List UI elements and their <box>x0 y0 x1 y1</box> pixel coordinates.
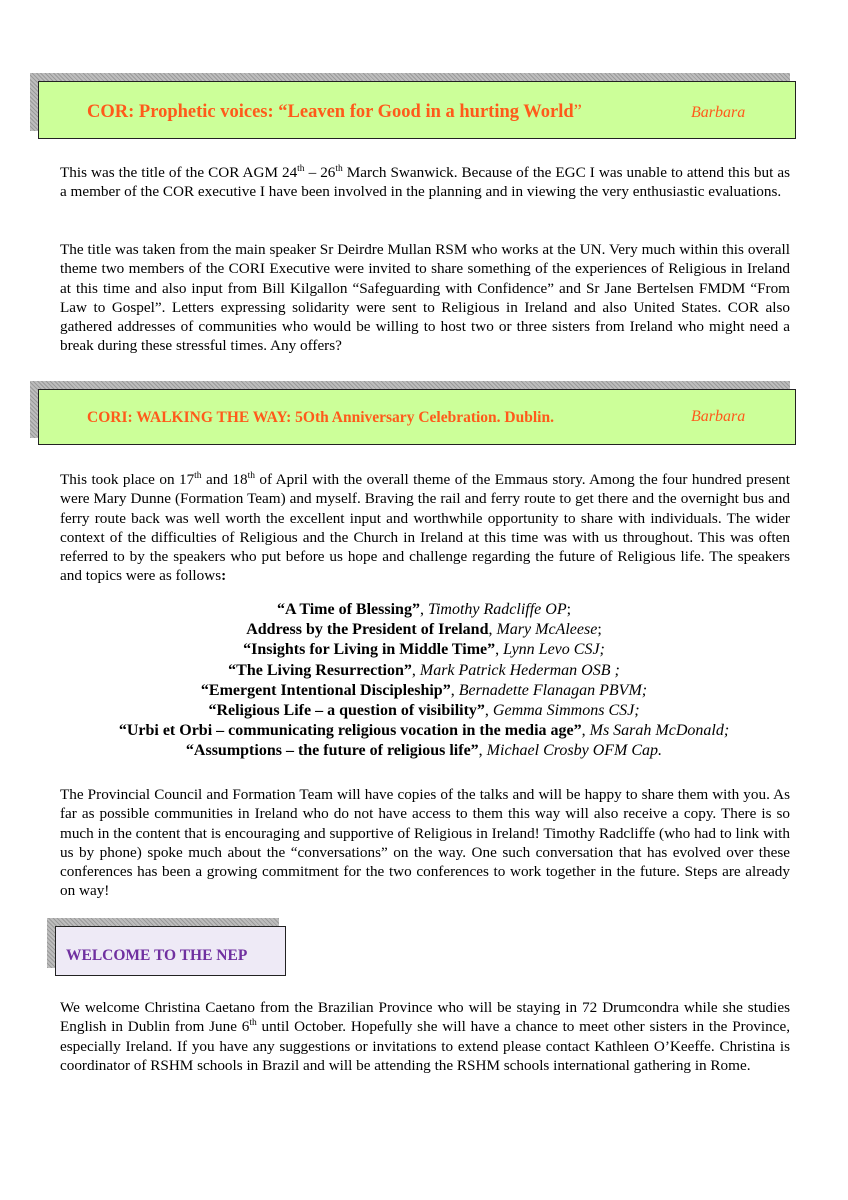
section1-p1-text-b: – 26 <box>304 164 336 181</box>
talk-speaker: Ms Sarah McDonald; <box>589 722 730 740</box>
talk-item <box>40 681 808 701</box>
talk-item <box>40 640 808 660</box>
talk-speaker: Mary McAleese <box>496 621 598 639</box>
section3-p1-text-a: We welcome Christina Caetano from the Brazilian Province who will be staying in 72 Drumcondra while she studies English in Dublin from June 6 <box>60 999 790 1036</box>
talk-separator: , <box>411 661 420 679</box>
section2-p1-text-a: This took place on 17 <box>60 471 195 488</box>
section1-author: Barbara <box>691 104 746 121</box>
talk-separator: , <box>419 601 428 618</box>
talk-separator: , <box>484 702 493 720</box>
section1-p1-text-a: This was the title of the COR AGM 24 <box>60 164 298 181</box>
talk-title: “The Living Resurrection” <box>228 661 412 679</box>
section1-p1-text-c: March Swanwick. Because of the EGC I was unable to attend this but as a member of the COR executive I have been involved in the planning and in viewing the very enthusiastic evaluations. <box>60 164 791 201</box>
ordinal-suffix: th <box>297 163 305 174</box>
talk-separator: , <box>495 641 504 659</box>
section3-title: WELCOME TO THE NEP <box>66 947 248 964</box>
talk-item <box>40 741 808 761</box>
talk-item <box>40 701 808 721</box>
talk-title: “A Time of Blessing” <box>276 601 420 618</box>
ordinal-suffix: th <box>249 1018 257 1029</box>
section2-paragraph-2: The Provincial Council and Formation Team will have copies of the talks and will be happy to share them with you. As far as possible communities in Ireland who do not have access to them this way will also receive a copy. There is so much in the content that is encouraging and supportive of Religious in Ireland! Timothy Radcliffe (who had to link with us by phone) spoke much about the “conversations” on the way. One such conversation that has evolved over these conferences has been a growing commitment for the two conferences to work together in the future. Steps are already on way! <box>60 786 790 900</box>
talk-speaker: Gemma Simmons CSJ; <box>492 702 640 720</box>
section1-title-text: COR: Prophetic voices: “Leaven for Good in a hurting World <box>87 102 574 122</box>
talk-separator: , <box>581 722 590 740</box>
section2-p1-text-c: of April with the overall theme of the Emmaus story. Among the four hundred present were Mary Dunne (Formation Team) and myself. Braving the rail and ferry route to get there and the overnight bus and ferry route back was well worth the excellent input and worthwhile opportunity to share with individuals. The wider context of the difficulties of Religious and the Church in Ireland at this time was with us throughout. This was often referred to by the speakers who put before us hope and challenge regarding the future of Religious life. The speakers and topics were as follows <box>60 471 790 585</box>
talk-item <box>40 620 808 640</box>
section1-title-close: ” <box>573 102 582 122</box>
section2-header-box <box>38 389 796 445</box>
section2-p1-colon: : <box>221 567 227 585</box>
ordinal-suffix: th <box>194 470 202 481</box>
section1-paragraph-2: The title was taken from the main speaker Sr Deirdre Mullan RSM who works at the UN. Very much within this overall theme two members of the CORI Executive were invited to share something of the experiences of Religious in Ireland at this time and also input from Bill Kilgallon “Safeguarding with Confidence” and Sr Jane Bertelsen FMDM “From Law to Gospel”. Letters expressing solidarity were sent to Religious in Ireland and also United States. COR also gathered addresses of communities who would be willing to host two or three sisters from Ireland who might need a break during these stressful times. Any offers? <box>60 241 790 355</box>
section2-p1-text-b: and 18 <box>201 471 248 488</box>
talk-speaker: Michael Crosby OFM Cap. <box>486 742 663 760</box>
section1-paragraph-1 <box>60 163 790 202</box>
section3-p1-text-b: until October. Hopefully she will have a chance to meet other sisters in the Province, especially Ireland. If you have any suggestions or invitations to extend please contact Kathleen O’Keeffe. Christina is coordinator of RSHM schools in Brazil and will be attending the RSHM schools international gathering in Rome. <box>60 1018 790 1074</box>
talk-separator: , <box>450 681 459 699</box>
section1-header-box <box>38 81 796 139</box>
talk-speaker: Bernadette Flanagan PBVM; <box>458 681 648 699</box>
section2-author: Barbara <box>691 408 746 425</box>
section3-header-box <box>55 926 286 976</box>
talk-item <box>40 600 808 620</box>
talk-end: ; <box>566 601 572 618</box>
ordinal-suffix: th <box>335 163 343 174</box>
talks-list <box>40 600 808 762</box>
section1-title <box>87 102 582 123</box>
talk-title: “Religious Life – a question of visibility” <box>208 702 485 720</box>
talk-title: “Assumptions – the future of religious life” <box>185 742 479 760</box>
talk-title: “Emergent Intentional Discipleship” <box>200 681 451 699</box>
talk-title: “Insights for Living in Middle Time” <box>243 641 496 659</box>
talk-end: ; <box>597 621 602 639</box>
talk-speaker: Lynn Levo CSJ; <box>503 641 605 659</box>
section3-paragraph-1 <box>60 998 790 1075</box>
ordinal-suffix: th <box>247 470 255 481</box>
talk-separator: , <box>478 742 487 760</box>
talk-item <box>40 661 808 681</box>
talk-title: “Urbi et Orbi – communicating religious vocation in the media age” <box>118 722 582 740</box>
talk-speaker: Timothy Radcliffe OP <box>427 601 567 618</box>
section2-paragraph-1 <box>60 470 790 586</box>
talk-speaker: Mark Patrick Hederman OSB ; <box>419 661 620 679</box>
talk-separator: , <box>488 621 497 639</box>
section2-title: CORI: WALKING THE WAY: 5Oth Anniversary Celebration. Dublin. <box>87 409 554 426</box>
talk-title: Address by the President of Ireland <box>246 621 489 639</box>
talk-item <box>40 721 808 741</box>
